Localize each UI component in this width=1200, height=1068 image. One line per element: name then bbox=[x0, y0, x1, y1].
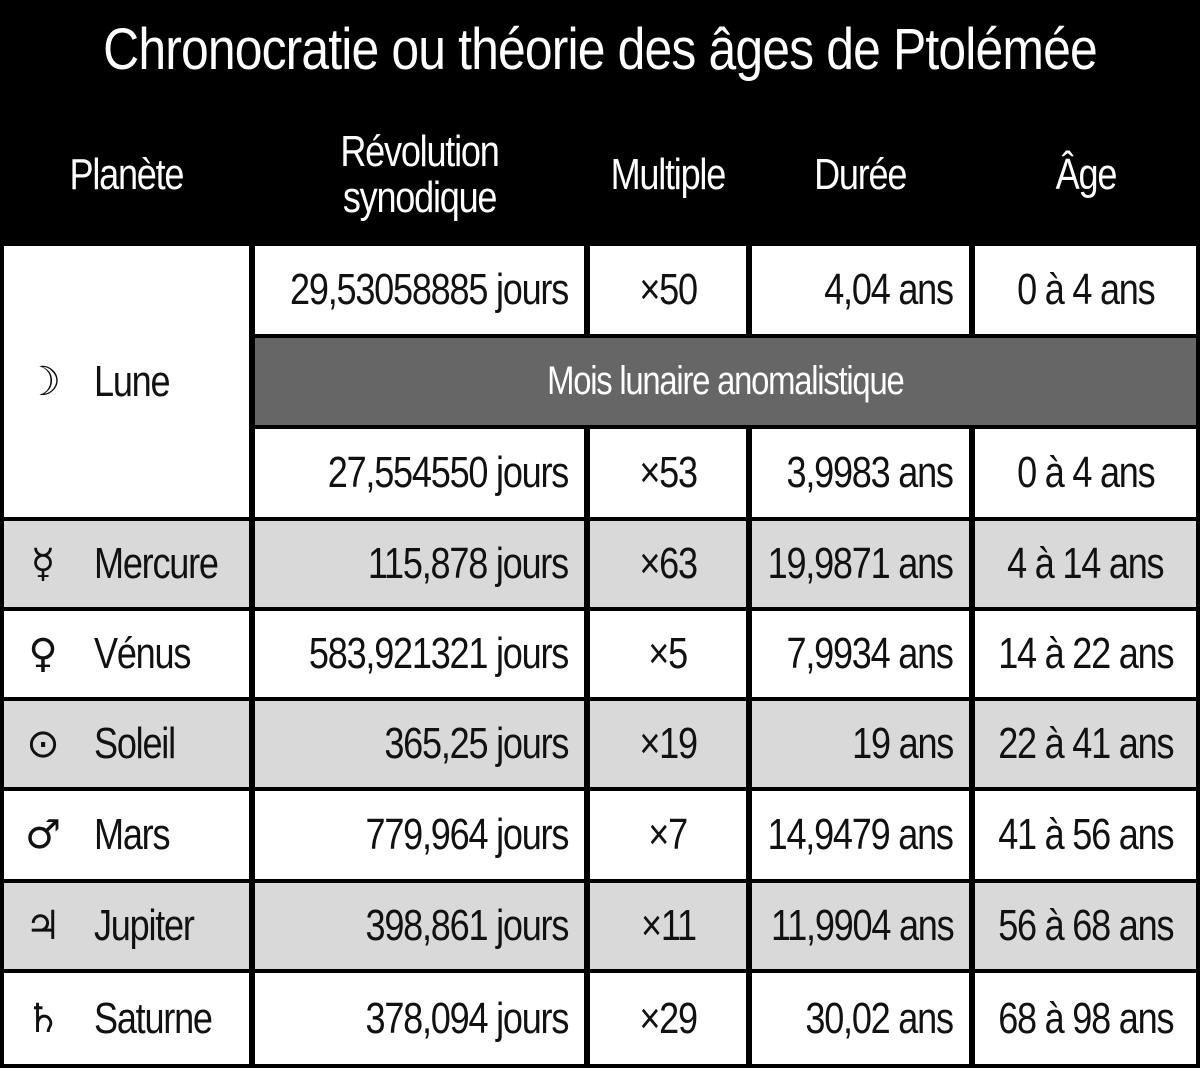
row-jupiter-age-cell bbox=[975, 883, 1196, 969]
moon-icon: ☽ bbox=[25, 358, 61, 405]
header-multiple: Multiple bbox=[610, 150, 726, 199]
header-revolution-line1: Révolution bbox=[340, 127, 499, 176]
duree-cell: 19,9871 ans bbox=[767, 539, 953, 588]
sun-icon: ⊙ bbox=[26, 721, 60, 767]
lune-row1-duree: 4,04 ans bbox=[752, 246, 969, 334]
lune-banner: Mois lunaire anomalistique bbox=[255, 338, 1196, 425]
header-age: Âge bbox=[1055, 150, 1116, 199]
lune-row1-multiple: ×50 bbox=[590, 246, 746, 334]
row-mars-symbol-cell bbox=[4, 791, 82, 879]
planet-name: Mars bbox=[94, 810, 170, 859]
row-saturne-revolution-cell bbox=[255, 973, 584, 1064]
row-saturne-symbol-cell bbox=[4, 973, 82, 1064]
row-soleil-name-cell bbox=[82, 701, 249, 787]
row-soleil-symbol-cell bbox=[4, 701, 82, 787]
header-revolution-line2: synodique bbox=[342, 173, 497, 222]
row-soleil-age-cell bbox=[975, 701, 1196, 787]
multiple-cell: ×7 bbox=[648, 810, 688, 859]
lune-row2-multiple: ×53 bbox=[590, 429, 746, 517]
planet-name: Jupiter bbox=[94, 901, 194, 950]
row-soleil-multiple-cell bbox=[590, 701, 746, 787]
row-saturne-age-cell bbox=[975, 973, 1196, 1064]
lune-row1-revolution: 29,53058885 jours bbox=[255, 246, 584, 334]
row-vénus-multiple-cell bbox=[590, 611, 746, 697]
row-mercure-duree-cell bbox=[752, 521, 969, 607]
duree-cell: 7,9934 ans bbox=[786, 629, 953, 678]
revolution-cell: 115,878 jours bbox=[368, 539, 568, 588]
age-cell: 56 à 68 ans bbox=[997, 901, 1174, 950]
row-jupiter-multiple-cell bbox=[590, 883, 746, 969]
row-vénus-duree-cell bbox=[752, 611, 969, 697]
multiple-cell: ×19 bbox=[639, 719, 697, 768]
row-soleil-duree-cell bbox=[752, 701, 969, 787]
age-cell: 22 à 41 ans bbox=[997, 719, 1174, 768]
row-jupiter-revolution-cell bbox=[255, 883, 584, 969]
revolution-cell: 365,25 jours bbox=[384, 719, 568, 768]
row-mercure-name-cell bbox=[82, 521, 249, 607]
saturn-icon: ♄ bbox=[25, 995, 61, 1042]
lune-row2-revolution: 27,554550 jours bbox=[255, 429, 584, 517]
row-vénus-revolution-cell bbox=[255, 611, 584, 697]
multiple-cell: ×63 bbox=[639, 539, 697, 588]
header-planete: Planète bbox=[69, 150, 184, 199]
venus-icon: ♀ bbox=[28, 631, 58, 677]
lune-row1-age: 0 à 4 ans bbox=[975, 246, 1196, 334]
row-saturne-multiple-cell bbox=[590, 973, 746, 1064]
planet-name: Saturne bbox=[94, 993, 212, 1043]
row-mercure-revolution-cell bbox=[255, 521, 584, 607]
duree-cell: 14,9479 ans bbox=[767, 810, 953, 859]
row-mars-revolution-cell bbox=[255, 791, 584, 879]
row-mars-name-cell bbox=[82, 791, 249, 879]
row-saturne-duree-cell bbox=[752, 973, 969, 1064]
table-title: Chronocratie ou théorie des âges de Ptolémée bbox=[103, 17, 1097, 82]
multiple-cell: ×11 bbox=[640, 901, 696, 950]
duree-cell: 30,02 ans bbox=[805, 993, 953, 1043]
duree-cell: 19 ans bbox=[852, 719, 953, 768]
row-jupiter-duree-cell bbox=[752, 883, 969, 969]
row-mercure-age-cell bbox=[975, 521, 1196, 607]
age-cell: 4 à 14 ans bbox=[1007, 539, 1164, 588]
row-saturne-name-cell bbox=[82, 973, 249, 1064]
planet-name: Lune bbox=[94, 356, 170, 406]
row-soleil-revolution-cell bbox=[255, 701, 584, 787]
row-vénus-symbol-cell bbox=[4, 611, 82, 697]
multiple-cell: ×29 bbox=[639, 993, 697, 1043]
age-cell: 14 à 22 ans bbox=[997, 629, 1174, 678]
lune-row2-age: 0 à 4 ans bbox=[975, 429, 1196, 517]
planet-name: Mercure bbox=[94, 539, 218, 588]
row-mercure-multiple-cell bbox=[590, 521, 746, 607]
row-mars-duree-cell bbox=[752, 791, 969, 879]
mars-icon: ♂ bbox=[25, 812, 61, 858]
multiple-cell: ×5 bbox=[648, 629, 688, 678]
header-revolution bbox=[255, 108, 584, 242]
row-vénus-name-cell bbox=[82, 611, 249, 697]
revolution-cell: 398,861 jours bbox=[365, 901, 568, 950]
row-mars-age-cell bbox=[975, 791, 1196, 879]
revolution-cell: 378,094 jours bbox=[365, 993, 568, 1043]
mercury-icon: ☿ bbox=[30, 541, 56, 587]
row-jupiter-symbol-cell bbox=[4, 883, 82, 969]
duree-cell: 11,9904 ans bbox=[770, 901, 953, 950]
revolution-cell: 583,921321 jours bbox=[308, 629, 568, 678]
planet-name: Soleil bbox=[94, 719, 175, 768]
lune-symbol-cell bbox=[4, 246, 82, 517]
row-vénus-age-cell bbox=[975, 611, 1196, 697]
age-cell: 68 à 98 ans bbox=[997, 993, 1174, 1043]
header-duree: Durée bbox=[814, 150, 907, 199]
jupiter-icon: ♃ bbox=[25, 903, 61, 949]
row-mercure-symbol-cell bbox=[4, 521, 82, 607]
row-mars-multiple-cell bbox=[590, 791, 746, 879]
lune-name-cell bbox=[82, 246, 249, 517]
age-cell: 41 à 56 ans bbox=[997, 810, 1174, 859]
planet-name: Vénus bbox=[94, 629, 191, 678]
row-jupiter-name-cell bbox=[82, 883, 249, 969]
revolution-cell: 779,964 jours bbox=[365, 810, 568, 859]
lune-row2-duree: 3,9983 ans bbox=[752, 429, 969, 517]
